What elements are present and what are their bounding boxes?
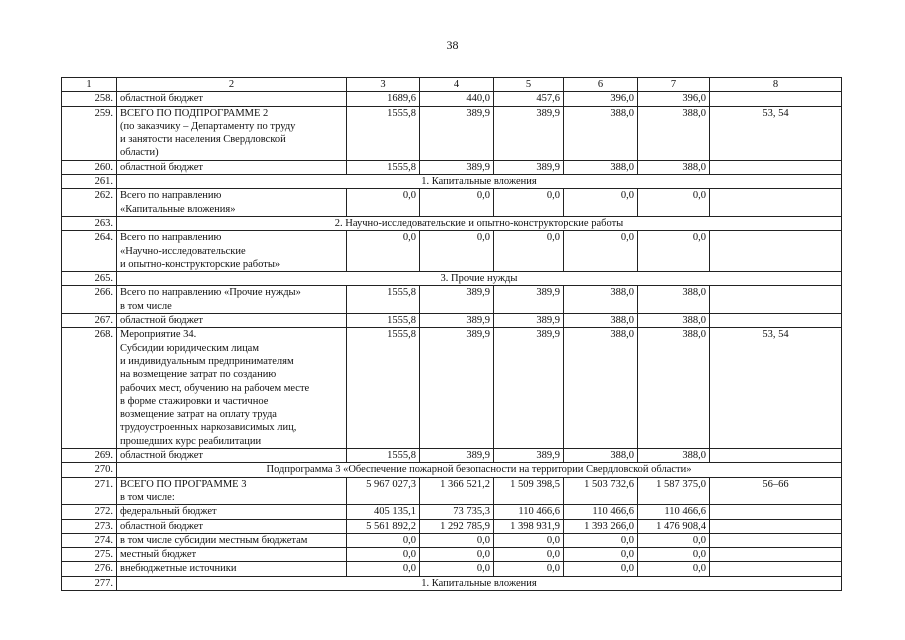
page-number: 38 — [446, 38, 459, 52]
row-label-line: Всего по направлению — [120, 232, 222, 244]
value-cell: 0,0 — [494, 189, 564, 217]
table-row — [62, 533, 842, 547]
value-cell: 388,0 — [638, 328, 710, 449]
value-cell: 389,9 — [494, 449, 564, 463]
target-reference — [710, 505, 842, 519]
row-number: 265. — [62, 272, 117, 286]
row-label-line: областной бюджет — [120, 315, 203, 327]
row-number: 268. — [62, 328, 117, 449]
section-row — [62, 175, 842, 189]
value-cell: 5 967 027,3 — [347, 477, 420, 505]
row-label-line: в том числе субсидии местным бюджетам — [120, 534, 308, 546]
value-cell: 388,0 — [564, 160, 638, 174]
row-number: 270. — [62, 463, 117, 477]
column-header: 7 — [638, 78, 710, 92]
value-cell: 110 466,6 — [564, 505, 638, 519]
target-reference — [710, 286, 842, 314]
row-label-line: и индивидуальным предпринимателям — [120, 355, 294, 367]
row-label-line: прошедших курс реабилитации — [120, 435, 262, 447]
value-cell: 389,9 — [420, 106, 494, 160]
value-cell: 1555,8 — [347, 106, 420, 160]
value-cell: 0,0 — [564, 189, 638, 217]
section-title: 1. Капитальные вложения — [117, 175, 842, 189]
row-number: 263. — [62, 216, 117, 230]
section-row — [62, 576, 842, 590]
row-label-line: местный бюджет — [120, 549, 197, 561]
target-reference — [710, 314, 842, 328]
row-label-line: областной бюджет — [120, 161, 203, 173]
row-label-line: возмещение затрат на оплату труда — [120, 409, 277, 421]
value-cell: 389,9 — [420, 328, 494, 449]
value-cell: 389,9 — [420, 449, 494, 463]
row-number: 259. — [62, 106, 117, 160]
value-cell: 396,0 — [564, 92, 638, 106]
table-row — [62, 314, 842, 328]
table-row — [62, 519, 842, 533]
value-cell: 1 503 732,6 — [564, 477, 638, 505]
table-row — [62, 106, 842, 160]
value-cell: 0,0 — [420, 533, 494, 547]
row-label-line: ВСЕГО ПО ПОДПРОГРАММЕ 2 — [120, 107, 269, 119]
target-reference — [710, 519, 842, 533]
value-cell: 0,0 — [494, 231, 564, 272]
row-label — [117, 548, 347, 562]
target-reference — [710, 533, 842, 547]
target-reference: 53, 54 — [710, 106, 842, 160]
table-row — [62, 92, 842, 106]
target-reference: 53, 54 — [710, 328, 842, 449]
value-cell: 0,0 — [564, 548, 638, 562]
column-header: 2 — [117, 78, 347, 92]
value-cell: 388,0 — [564, 286, 638, 314]
row-number: 267. — [62, 314, 117, 328]
target-reference — [710, 92, 842, 106]
target-reference — [710, 160, 842, 174]
value-cell: 405 135,1 — [347, 505, 420, 519]
value-cell: 388,0 — [638, 449, 710, 463]
column-header: 5 — [494, 78, 564, 92]
value-cell: 0,0 — [347, 231, 420, 272]
target-reference — [710, 189, 842, 217]
row-label-line: рабочих мест, обучению на рабочем месте — [120, 382, 310, 394]
row-label — [117, 231, 347, 272]
row-label — [117, 477, 347, 505]
row-label-line: на возмещение затрат по созданию — [120, 369, 277, 381]
row-label-line: трудоустроенных наркозависимых лиц, — [120, 422, 297, 434]
value-cell: 1555,8 — [347, 314, 420, 328]
table-row — [62, 548, 842, 562]
row-number: 273. — [62, 519, 117, 533]
value-cell: 389,9 — [494, 160, 564, 174]
value-cell: 0,0 — [420, 189, 494, 217]
row-number: 266. — [62, 286, 117, 314]
value-cell: 388,0 — [638, 160, 710, 174]
row-label — [117, 449, 347, 463]
value-cell: 0,0 — [564, 562, 638, 576]
table-row — [62, 328, 842, 449]
value-cell: 440,0 — [420, 92, 494, 106]
value-cell: 388,0 — [638, 106, 710, 160]
value-cell: 0,0 — [638, 533, 710, 547]
value-cell: 0,0 — [638, 231, 710, 272]
value-cell: 388,0 — [564, 106, 638, 160]
value-cell: 0,0 — [420, 231, 494, 272]
value-cell: 110 466,6 — [638, 505, 710, 519]
row-label-line: Мероприятие 34. — [120, 329, 197, 341]
target-reference — [710, 449, 842, 463]
row-label — [117, 314, 347, 328]
row-number: 260. — [62, 160, 117, 174]
value-cell: 0,0 — [638, 562, 710, 576]
target-reference — [710, 231, 842, 272]
section-row — [62, 272, 842, 286]
value-cell: 389,9 — [420, 314, 494, 328]
row-number: 276. — [62, 562, 117, 576]
value-cell: 388,0 — [638, 314, 710, 328]
row-label-line: Субсидии юридическим лицам — [120, 342, 259, 354]
value-cell: 389,9 — [494, 106, 564, 160]
row-number: 261. — [62, 175, 117, 189]
value-cell: 0,0 — [638, 548, 710, 562]
value-cell: 1 509 398,5 — [494, 477, 564, 505]
value-cell: 457,6 — [494, 92, 564, 106]
table-row — [62, 189, 842, 217]
value-cell: 389,9 — [494, 286, 564, 314]
row-number: 258. — [62, 92, 117, 106]
row-number: 274. — [62, 533, 117, 547]
value-cell: 0,0 — [347, 189, 420, 217]
table-row — [62, 286, 842, 314]
row-label — [117, 533, 347, 547]
value-cell: 1555,8 — [347, 328, 420, 449]
value-cell: 0,0 — [347, 562, 420, 576]
value-cell: 110 466,6 — [494, 505, 564, 519]
value-cell: 0,0 — [494, 533, 564, 547]
value-cell: 0,0 — [494, 548, 564, 562]
table-row — [62, 562, 842, 576]
value-cell: 0,0 — [564, 231, 638, 272]
table-body — [62, 78, 842, 591]
value-cell: 388,0 — [564, 328, 638, 449]
row-label-line: в том числе: — [120, 491, 175, 503]
value-cell: 1555,8 — [347, 449, 420, 463]
row-label — [117, 286, 347, 314]
value-cell: 0,0 — [564, 533, 638, 547]
table-row — [62, 160, 842, 174]
target-reference — [710, 562, 842, 576]
value-cell: 1555,8 — [347, 160, 420, 174]
table-row — [62, 477, 842, 505]
row-label-line: и занятости населения Свердловской — [120, 134, 286, 146]
row-number: 264. — [62, 231, 117, 272]
value-cell: 1 393 266,0 — [564, 519, 638, 533]
row-label — [117, 519, 347, 533]
target-reference — [710, 548, 842, 562]
table-row — [62, 449, 842, 463]
budget-table — [61, 77, 842, 591]
row-number: 262. — [62, 189, 117, 217]
value-cell: 389,9 — [420, 160, 494, 174]
row-label — [117, 160, 347, 174]
value-cell: 389,9 — [494, 328, 564, 449]
section-row — [62, 216, 842, 230]
row-label-line: Всего по направлению «Прочие нужды» — [120, 287, 301, 299]
row-label — [117, 505, 347, 519]
header-row — [62, 78, 842, 92]
value-cell: 1 366 521,2 — [420, 477, 494, 505]
section-row — [62, 463, 842, 477]
value-cell: 388,0 — [564, 449, 638, 463]
row-label-line: областной бюджет — [120, 450, 203, 462]
value-cell: 1 476 908,4 — [638, 519, 710, 533]
row-label-line: областной бюджет — [120, 93, 203, 105]
section-title: Подпрограмма 3 «Обеспечение пожарной безопасности на территории Свердловской области» — [117, 463, 842, 477]
value-cell: 73 735,3 — [420, 505, 494, 519]
value-cell: 0,0 — [347, 548, 420, 562]
row-label — [117, 189, 347, 217]
value-cell: 0,0 — [420, 562, 494, 576]
row-number: 275. — [62, 548, 117, 562]
value-cell: 388,0 — [638, 286, 710, 314]
value-cell: 1689,6 — [347, 92, 420, 106]
table-row — [62, 231, 842, 272]
section-title: 1. Капитальные вложения — [117, 576, 842, 590]
row-label — [117, 562, 347, 576]
row-label-line: (по заказчику – Департаменту по труду — [120, 120, 296, 132]
row-number: 277. — [62, 576, 117, 590]
value-cell: 1555,8 — [347, 286, 420, 314]
row-label-line: и опытно-конструкторские работы» — [120, 258, 281, 270]
value-cell: 389,9 — [494, 314, 564, 328]
value-cell: 5 561 892,2 — [347, 519, 420, 533]
row-number: 272. — [62, 505, 117, 519]
row-label — [117, 328, 347, 449]
value-cell: 389,9 — [420, 286, 494, 314]
row-label-line: в том числе — [120, 300, 172, 312]
value-cell: 0,0 — [347, 533, 420, 547]
row-label-line: областной бюджет — [120, 520, 203, 532]
value-cell: 1 398 931,9 — [494, 519, 564, 533]
row-label-line: в форме стажировки и частичное — [120, 395, 269, 407]
row-label-line: федеральный бюджет — [120, 506, 217, 518]
row-label-line: внебюджетные источники — [120, 563, 237, 575]
column-header: 1 — [62, 78, 117, 92]
column-header: 6 — [564, 78, 638, 92]
section-title: 2. Научно-исследовательские и опытно-конструкторские работы — [117, 216, 842, 230]
value-cell: 0,0 — [420, 548, 494, 562]
section-title: 3. Прочие нужды — [117, 272, 842, 286]
value-cell: 0,0 — [638, 189, 710, 217]
value-cell: 1 587 375,0 — [638, 477, 710, 505]
value-cell: 388,0 — [564, 314, 638, 328]
row-label — [117, 106, 347, 160]
row-label-line: «Научно-исследовательские — [120, 245, 246, 257]
row-label-line: «Капитальные вложения» — [120, 203, 236, 215]
value-cell: 1 292 785,9 — [420, 519, 494, 533]
column-header: 3 — [347, 78, 420, 92]
table-row — [62, 505, 842, 519]
value-cell: 396,0 — [638, 92, 710, 106]
row-label-line: области) — [120, 147, 159, 159]
target-reference: 56–66 — [710, 477, 842, 505]
row-number: 269. — [62, 449, 117, 463]
row-number: 271. — [62, 477, 117, 505]
column-header: 8 — [710, 78, 842, 92]
row-label — [117, 92, 347, 106]
row-label-line: Всего по направлению — [120, 190, 222, 202]
column-header: 4 — [420, 78, 494, 92]
row-label-line: ВСЕГО ПО ПРОГРАММЕ 3 — [120, 478, 247, 490]
value-cell: 0,0 — [494, 562, 564, 576]
